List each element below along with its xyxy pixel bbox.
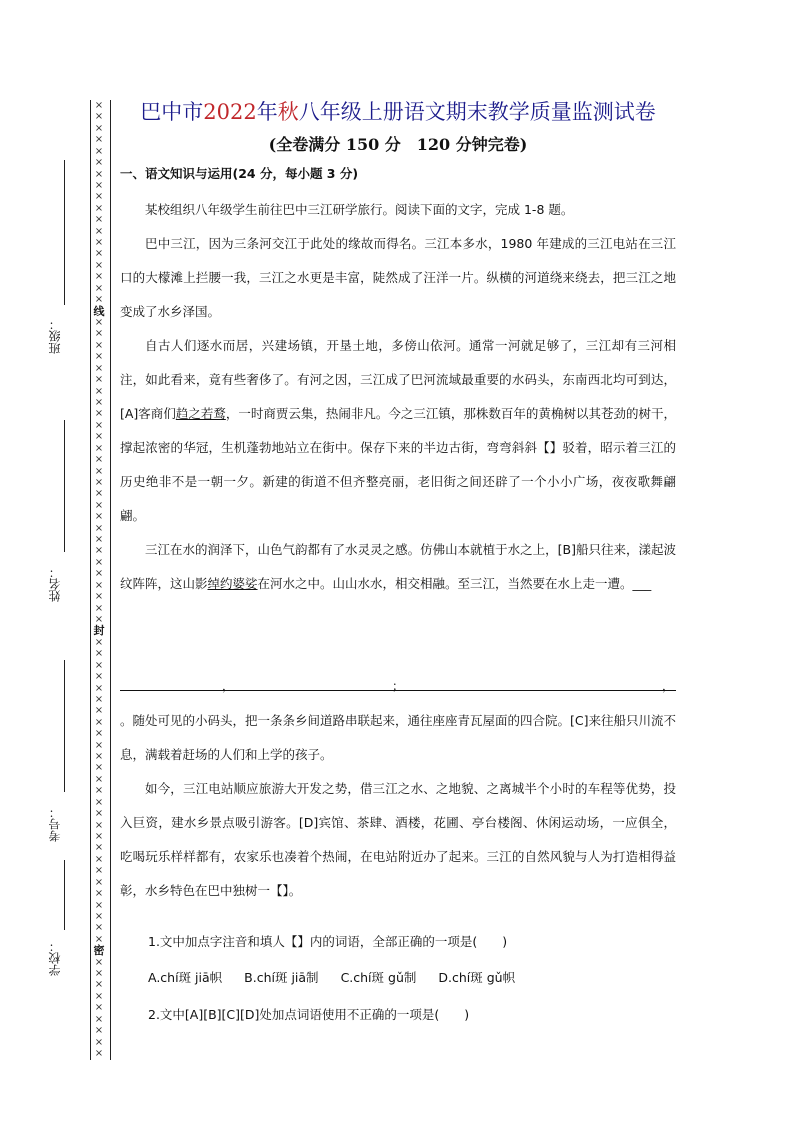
title-rest: 八年级上册语文期末教学质量监测试卷 xyxy=(298,100,656,124)
cross-mark: × xyxy=(94,134,104,146)
underlined-phrase-b: 绰约婆娑 xyxy=(207,576,258,591)
cross-mark: × xyxy=(94,796,104,808)
passage-part-1 xyxy=(120,193,676,601)
passage-paragraph-1: 巴中三江，因为三条河交江于此处的缘故而得名。三江本多水，1980 年建成的三江电站在三江口的大檬滩上拦腰一我，三江之水更是丰富，陡然成了汪洋一片。纵横的河道绕来绕去，把三江之地变成了水乡泽国。 xyxy=(120,236,676,319)
cross-mark: × xyxy=(94,865,104,877)
cross-mark: × xyxy=(94,968,104,980)
exam-number-label: 考号： xyxy=(48,806,62,842)
cross-mark: × xyxy=(94,237,104,249)
cross-mark: × xyxy=(94,636,104,648)
cross-mark: × xyxy=(94,476,104,488)
exam-subtitle: (全卷满分 150 分 120 分钟完卷) xyxy=(268,135,528,154)
option-c[interactable]: C.chí斑 gǔ制 xyxy=(340,970,417,985)
cross-mark: × xyxy=(94,248,104,260)
cross-mark: × xyxy=(94,853,104,865)
cross-mark: × xyxy=(94,1048,104,1060)
binding-mark: 线 xyxy=(93,304,105,318)
cross-mark: × xyxy=(94,145,104,157)
cross-mark: × xyxy=(94,385,104,397)
cross-mark: × xyxy=(94,431,104,443)
title-city: 巴中市 xyxy=(140,100,204,124)
option-b[interactable]: B.chí斑 jiā制 xyxy=(244,970,319,985)
question-1-options xyxy=(148,968,515,986)
cross-mark: × xyxy=(94,739,104,751)
cross-mark: × xyxy=(94,602,104,614)
binding-line-right xyxy=(110,100,111,1060)
cross-mark: × xyxy=(94,442,104,454)
passage-intro: 某校组织八年级学生前往巴中三江研学旅行。阅读下面的文字，完成 1-8 题。 xyxy=(145,202,574,217)
passage-paragraph-4: 。随处可见的小码头，把一条条乡间道路串联起来，通往座座青瓦屋面的四合院。[C]来往船只川流不息，满载着赶场的人们和上学的孩子。 xyxy=(120,713,676,762)
cross-mark: × xyxy=(94,202,104,214)
exam-title xyxy=(120,98,676,126)
cross-mark: × xyxy=(94,111,104,123)
question-1: 1.文中加点字注音和填人【】内的词语，全部正确的一项是( ) xyxy=(148,934,508,949)
cross-mark: × xyxy=(94,534,104,546)
cross-mark: × xyxy=(94,454,104,466)
cross-mark: × xyxy=(94,842,104,854)
cross-mark: × xyxy=(94,819,104,831)
cross-mark: × xyxy=(94,956,104,968)
cross-mark: × xyxy=(94,214,104,226)
cross-mark: × xyxy=(94,808,104,820)
passage-paragraph-5: 如今，三江电站顺应旅游大开发之势，借三江之水、之地貌、之离城半个小时的车程等优势，投入巨资，建水乡景点吸引游客。[D]宾馆、茶肆、酒楼，花圃、亭台楼阁、休闲运动场，一应俱全，吃喝玩乐样样都有，农家乐也凑着个热闹，在电站附近办了起来。三江的自然风貌与人为打造相得益彰，水乡特色在巴中独树一【】。 xyxy=(120,781,676,898)
answer-blank-line[interactable] xyxy=(120,679,676,693)
cross-mark: × xyxy=(94,831,104,842)
cross-mark: × xyxy=(94,499,104,511)
underlined-phrase-a: 趋之若鹜 xyxy=(175,406,226,421)
cross-mark: × xyxy=(94,785,104,797)
option-a[interactable]: A.chí斑 jiā帜 xyxy=(148,970,223,985)
cross-mark: × xyxy=(94,271,104,283)
cross-mark: × xyxy=(94,259,104,271)
title-season: 秋 xyxy=(277,100,299,124)
cross-mark: × xyxy=(94,762,104,774)
cross-mark: × xyxy=(94,339,104,351)
cross-mark: × xyxy=(94,591,104,603)
cross-mark: × xyxy=(94,545,104,557)
cross-mark: × xyxy=(94,933,104,945)
blank-comma-1: ， xyxy=(222,679,235,693)
cross-mark: × xyxy=(94,922,104,934)
cross-mark: × xyxy=(94,899,104,911)
cross-mark: × xyxy=(94,910,104,922)
cross-mark: × xyxy=(94,191,104,203)
school-blank-line xyxy=(64,860,65,930)
cross-mark: × xyxy=(94,362,104,374)
cross-mark: × xyxy=(94,671,104,683)
blank-comma-2: ， xyxy=(662,679,675,693)
cross-mark: × xyxy=(94,328,104,340)
cross-mark: × xyxy=(94,408,104,420)
cross-mark: × xyxy=(94,979,104,991)
cross-mark: × xyxy=(94,396,104,408)
cross-mark: × xyxy=(94,705,104,717)
cross-mark: × xyxy=(94,990,104,1002)
passage-paragraph-3: 三江在水的润泽下，山色气韵都有了水灵灵之感。仿佛山本就植于水之上，[B]船只往来，漾起波纹阵阵，这山影绰约婆娑在河水之中。山山水水，相交相融。至三江，当然要在水上走一遭。___ xyxy=(120,542,676,591)
cross-mark: × xyxy=(94,728,104,740)
cross-mark: × xyxy=(94,294,104,306)
cross-mark: × xyxy=(94,157,104,169)
cross-mark: × xyxy=(94,693,104,705)
name-label: 姓名： xyxy=(48,566,62,602)
cross-mark: × xyxy=(94,225,104,237)
cross-mark: × xyxy=(94,613,104,625)
cross-mark: × xyxy=(94,888,104,900)
binding-cross-column xyxy=(93,100,105,1060)
cross-mark: × xyxy=(94,374,104,386)
binding-mark: 密 xyxy=(93,944,105,958)
school-label: 学校： xyxy=(48,940,62,976)
cross-mark: × xyxy=(94,317,104,329)
passage-part-2 xyxy=(120,704,676,908)
section-heading: 一、语文知识与运用(24 分，每小题 3 分) xyxy=(120,166,359,181)
cross-mark: × xyxy=(94,100,104,111)
cross-mark: × xyxy=(94,488,104,500)
cross-mark: × xyxy=(94,282,104,294)
title-year-suffix: 年 xyxy=(256,100,278,124)
cross-mark: × xyxy=(94,773,104,785)
cross-mark: × xyxy=(94,419,104,431)
cross-mark: × xyxy=(94,716,104,728)
cross-mark: × xyxy=(94,122,104,134)
class-label: 班级： xyxy=(48,318,62,354)
cross-mark: × xyxy=(94,579,104,591)
name-blank-line xyxy=(64,420,65,552)
option-d[interactable]: D.chí斑 gǔ帜 xyxy=(438,970,516,985)
cross-mark: × xyxy=(94,659,104,671)
cross-mark: × xyxy=(94,179,104,191)
cross-mark: × xyxy=(94,511,104,523)
cross-mark: × xyxy=(94,751,104,763)
cross-mark: × xyxy=(94,522,104,534)
cross-mark: × xyxy=(94,1025,104,1037)
cross-mark: × xyxy=(94,648,104,660)
cross-mark: × xyxy=(94,682,104,694)
binding-line-left xyxy=(90,100,91,1060)
blank-semicolon: ； xyxy=(392,679,405,693)
cross-mark: × xyxy=(94,465,104,477)
exam-number-blank-line xyxy=(64,660,65,792)
binding-mark: 封 xyxy=(93,624,105,638)
cross-mark: × xyxy=(94,556,104,568)
question-2: 2.文中[A][B][C][D]处加点词语使用不正确的一项是( ) xyxy=(148,1007,470,1022)
cross-mark: × xyxy=(94,1013,104,1025)
cross-mark: × xyxy=(94,876,104,888)
cross-mark: × xyxy=(94,168,104,180)
cross-mark: × xyxy=(94,351,104,363)
class-blank-line xyxy=(64,160,65,305)
passage-paragraph-2: 自古人们逐水而居，兴建场镇，开垦土地，多傍山依河。通常一河就足够了，三江却有三河相注，如此看来，竟有些奢侈了。有河之因，三江成了巴河流域最重要的水码头，东南西北均可到达，[A]客商们趋之若鹜，一时商贾云集，热闹非凡。今之三江镇，那株数百年的黄桷树以其苍劲的树干，撑起浓密的华冠，生机蓬勃地站立在街中。保存下来的半边古街，弯弯斜斜【】驳着，昭示着三江的历史绝非不是一朝一夕。新建的街道不但齐整亮丽，老旧街之间还辟了一个小小广场，夜夜歌舞翩翩。 xyxy=(120,338,676,523)
cross-mark: × xyxy=(94,1036,104,1048)
cross-mark: × xyxy=(94,568,104,580)
title-year: 2022 xyxy=(203,100,257,124)
cross-mark: × xyxy=(94,1002,104,1014)
